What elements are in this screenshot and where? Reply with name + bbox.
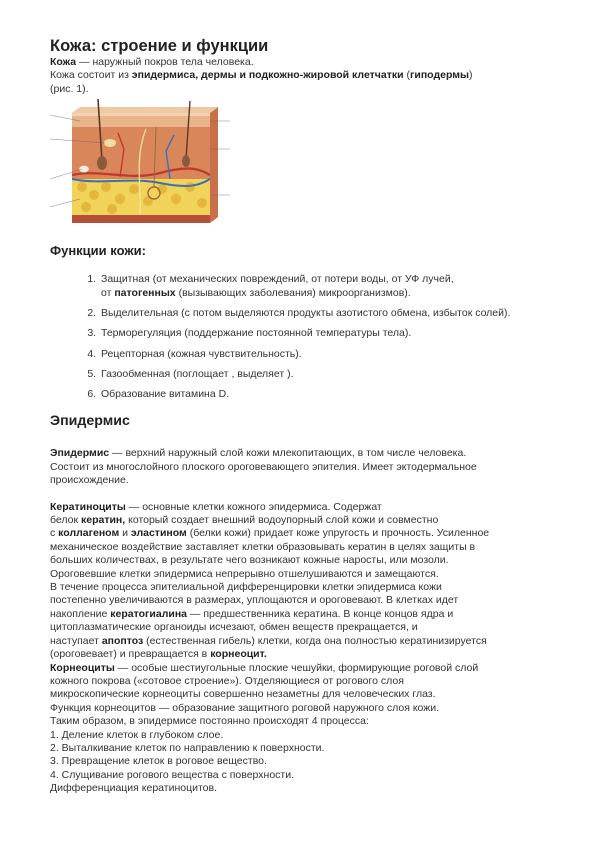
process-item-3: 3. Превращение клеток в роговое вещество.	[50, 755, 267, 768]
list-item: 6. Образование витамина D.	[99, 388, 570, 401]
epidermis-heading: Эпидермис	[50, 413, 130, 430]
epidermis-def-line-3: происхождение.	[50, 474, 129, 487]
list-item: 5. Газообменная (поглощает , выделяет ).	[99, 368, 570, 381]
epidermis-def-line-2: Состоит из многослойного плоского ороговевающего эпителия. Имеет эктодермальное	[50, 460, 477, 473]
corneocytes-line-5: Таким образом, в эпидермисе постоянно происходят 4 процесса:	[50, 715, 369, 728]
process-item-1: 1. Деление клеток в глубоком слое.	[50, 728, 224, 741]
epidermis-def-line-1: Эпидермис — верхний наружный слой кожи млекопитающих, в том числе человека.	[50, 447, 467, 460]
skin-cross-section-illustration	[50, 99, 240, 229]
corneocytes-line-3: микроскопические корнеоциты совершенно незаметны для человеческих глаз.	[50, 688, 436, 701]
list-item: 2. Выделительная (с потом выделяются продукты азотистого обмена, избыток солей).	[99, 307, 570, 320]
process-item-4: 4. Слущивание рогового вещества с поверхности.	[50, 768, 295, 781]
keratinocytes-line-2: белок кератин, который создает внешний водоупорный слой кожи и совместно	[50, 514, 439, 527]
intro-line-1: Кожа — наружный покров тела человека.	[50, 56, 254, 68]
keratinocytes-line-8: постепенно увеличиваются в размерах, уплощаются и ороговевают. В клетках идет	[50, 594, 459, 607]
corneocytes-line-1: Корнеоциты — особые шестиугольные плоские чешуйки, формирующие роговой слой	[50, 661, 479, 674]
keratinocytes-line-12: (ороговевает) и превращается в корнеоцит.	[50, 648, 267, 661]
keratinocytes-line-1: Кератиноциты — основные клетки кожного эпидермиса. Содержат	[50, 500, 382, 513]
corneocytes-line-4: Функция корнеоцитов — образование защитного роговой наружного слоя кожи.	[50, 701, 440, 714]
intro-line-2: Кожа состоит из эпидермиса, дермы и подкожно-жировой клетчатки (гиподермы)	[50, 69, 473, 82]
skin-structure-figure	[50, 99, 240, 229]
keratinocytes-line-6: Ороговевшие клетки эпидермиса непрерывно отшелушиваются и замещаются.	[50, 567, 439, 580]
document-page	[50, 36, 570, 796]
keratinocytes-line-9: накопление кератогиалина — предшественника кератина. В конце концов ядра и	[50, 607, 454, 620]
keratinocytes-line-7: В течение процесса эпителиальной дифференцировки клетки эпидермиса кожи	[50, 581, 442, 594]
differentiation-line: Дифференциация кератиноцитов.	[50, 782, 217, 795]
keratinocytes-line-4: механическое воздействие заставляет клетки образовывать кератин в целях защиты в	[50, 540, 476, 553]
keratinocytes-line-5: больших количествах, в результате чего возникают кожные наросты, или мозоли.	[50, 554, 449, 567]
corneocytes-line-2: кожного покрова («сотовое строение»). Отделяющиеся от рогового слоя	[50, 674, 404, 687]
page-title: Кожа: строение и функции	[50, 37, 269, 55]
list-item: 3. Терморегуляция (поддержание постоянной температуры тела).	[99, 327, 570, 340]
process-item-2: 2. Выталкивание клеток по направлению к поверхности.	[50, 741, 325, 754]
list-item: 1. Защитная (от механических повреждений, от потери воды, от УФ лучей, от патогенных (вызывающих заболевания) микроорганизмов).	[99, 273, 570, 300]
functions-list	[50, 273, 570, 401]
intro-line-3: (рис. 1).	[50, 82, 89, 95]
keratinocytes-line-10: цитоплазматические органоиды исчезают, обмен веществ прекращается, и	[50, 621, 418, 634]
term-skin: Кожа	[50, 56, 77, 68]
functions-heading: Функции кожи:	[50, 243, 146, 259]
keratinocytes-line-11: наступает апоптоз (естественная гибель) клетки, когда она полностью кератинизируется	[50, 634, 487, 647]
keratinocytes-line-3: с коллагеном и эластином (белки кожи) придает коже упругость и прочность. Усиленное	[50, 527, 490, 540]
list-item: 4. Рецепторная (кожная чувствительность).	[99, 348, 570, 361]
